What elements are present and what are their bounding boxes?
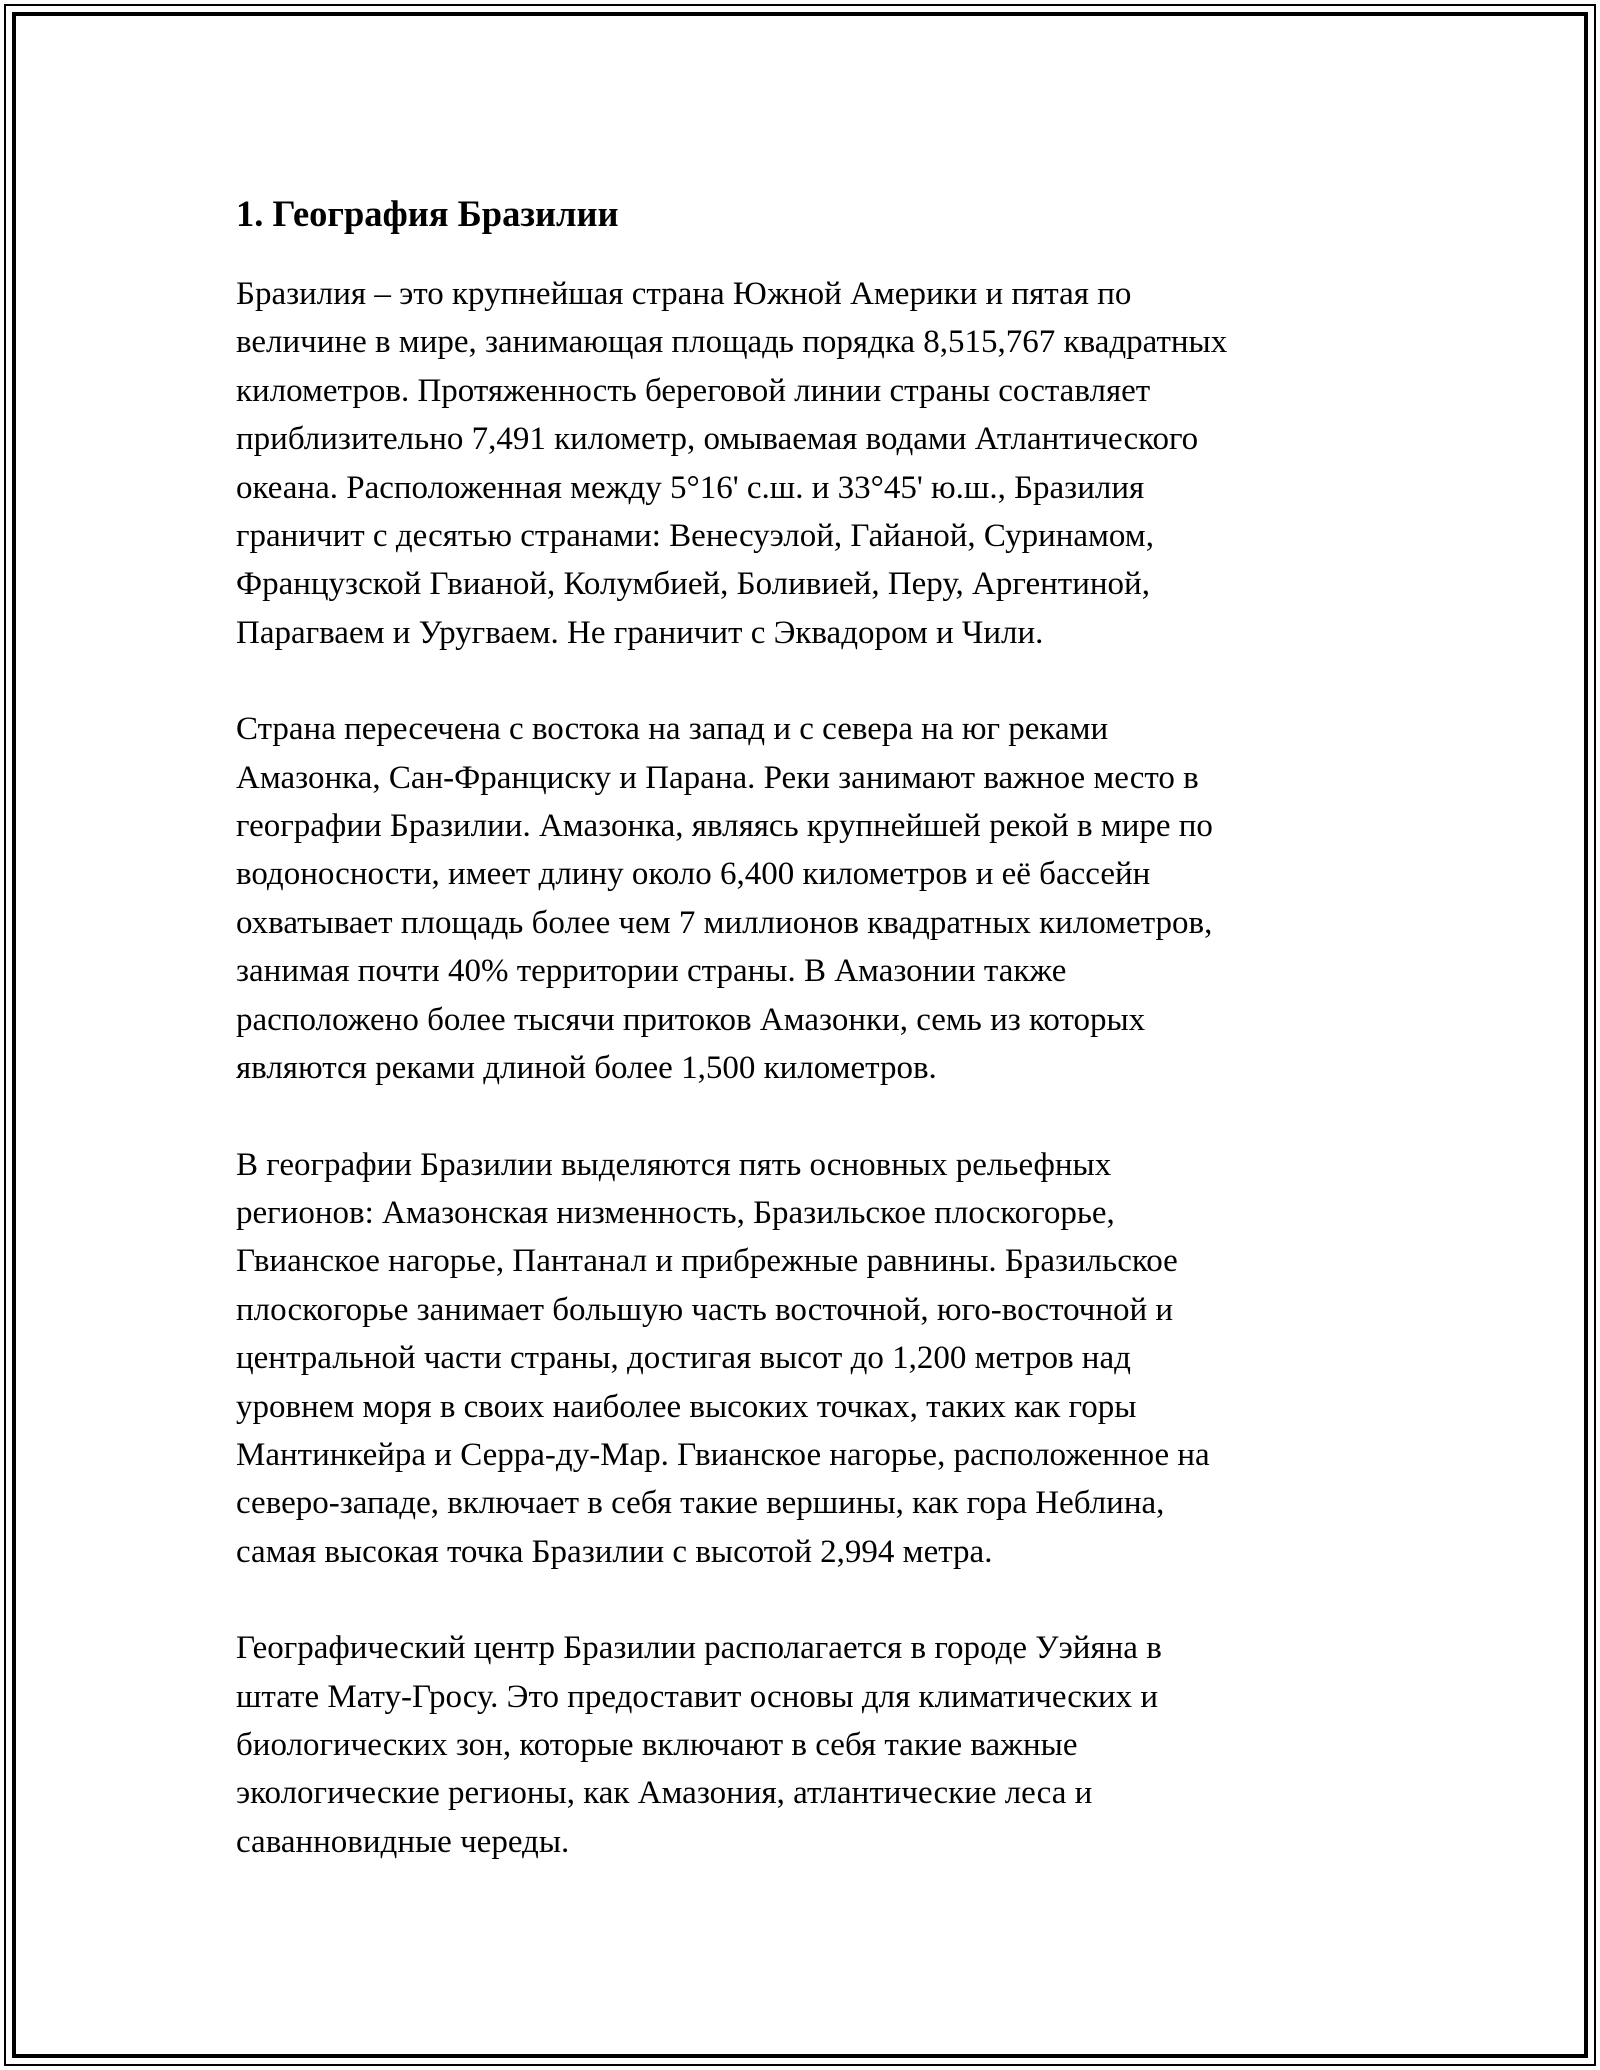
- paragraph-1: [236, 270, 1366, 657]
- paragraph-line: центральной части страны, достигая высот до 1,200 метров над: [236, 1340, 1131, 1377]
- paragraph-line: Амазонка, Сан-Франциску и Парана. Реки занимают важное место в: [236, 759, 1199, 796]
- paragraph-line: уровнем моря в своих наиболее высоких точках, таких как горы: [236, 1388, 1137, 1425]
- paragraph-line: приблизительно 7,491 километр, омываемая водами Атлантического: [236, 421, 1199, 458]
- section-title: 1. География Бразилии: [236, 193, 619, 234]
- paragraph-line: биологических зон, которые включают в себя такие важные: [236, 1726, 1078, 1763]
- paragraph-line: географии Бразилии. Амазонка, являясь крупнейшей рекой в мире по: [236, 808, 1213, 845]
- paragraph-line: регионов: Амазонская низменность, Бразильское плоскогорье,: [236, 1194, 1115, 1231]
- paragraph-line: расположено более тысячи притоков Амазонки, семь из которых: [236, 1001, 1146, 1038]
- paragraph-line: граничит с десятью странами: Венесуэлой, Гайаной, Суринамом,: [236, 518, 1154, 555]
- paragraph-line: водоносности, имеет длину около 6,400 километров и её бассейн: [236, 856, 1151, 893]
- paragraph-line: занимая почти 40% территории страны. В Амазонии также: [236, 953, 1067, 990]
- paragraph-line: Французской Гвианой, Колумбией, Боливией, Перу, Аргентиной,: [236, 566, 1150, 603]
- paragraph-line: Страна пересечена с востока на запад и с севера на юг реками: [236, 711, 1109, 748]
- paragraph-line: штате Мату-Гросу. Это предоставит основы для климатических и: [236, 1678, 1159, 1715]
- paragraph-line: саванновидные череды.: [236, 1823, 570, 1860]
- paragraph-line: Географический центр Бразилии располагается в городе Уэйяна в: [236, 1630, 1162, 1667]
- paragraph-4: [236, 1624, 1366, 1866]
- paragraph-line: Мантинкейра и Серра-ду-Мар. Гвианское нагорье, расположенное на: [236, 1436, 1210, 1473]
- paragraph-3: [236, 1141, 1366, 1577]
- paragraph-2: [236, 705, 1366, 1092]
- paragraph-line: северо-западе, включает в себя такие вершины, как гора Неблина,: [236, 1485, 1165, 1522]
- paragraph-line: Парагваем и Уругваем. Не граничит с Эквадором и Чили.: [236, 614, 1044, 651]
- paragraph-line: километров. Протяженность береговой линии страны составляет: [236, 372, 1151, 409]
- paragraph-line: величине в мире, занимающая площадь порядка 8,515,767 квадратных: [236, 324, 1228, 361]
- paragraph-line: экологические регионы, как Амазония, атлантические леса и: [236, 1775, 1093, 1812]
- paragraph-line: самая высокая точка Бразилии с высотой 2,994 метра.: [236, 1533, 993, 1570]
- paragraph-line: Бразилия – это крупнейшая страна Южной Америки и пятая по: [236, 276, 1132, 312]
- paragraph-line: являются реками длиной более 1,500 километров.: [236, 1050, 937, 1087]
- paragraph-line: Гвианское нагорье, Пантанал и прибрежные равнины. Бразильское: [236, 1243, 1178, 1280]
- paragraph-line: охватывает площадь более чем 7 миллионов квадратных километров,: [236, 904, 1213, 941]
- paragraph-line: плоскогорье занимает большую часть восточной, юго-восточной и: [236, 1291, 1174, 1328]
- paragraph-line: океана. Расположенная между 5°16' с.ш. и 33°45' ю.ш., Бразилия: [236, 469, 1145, 506]
- paragraph-line: В географии Бразилии выделяются пять основных рельефных: [236, 1146, 1112, 1183]
- document-body: [236, 188, 1366, 1866]
